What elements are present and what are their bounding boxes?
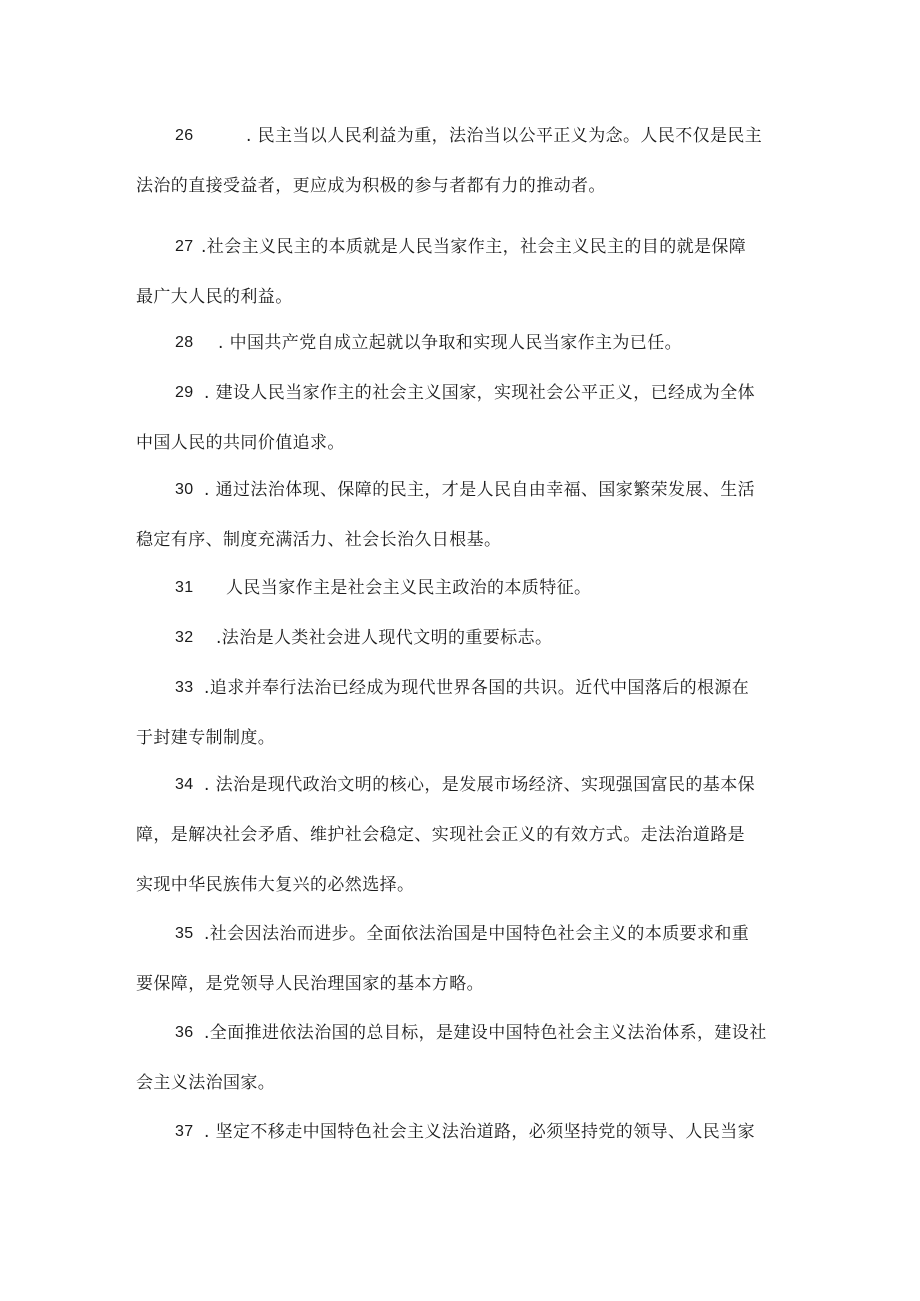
list-item — [136, 613, 791, 663]
item-text-line: 最广大人民的利益。 — [136, 287, 293, 307]
list-item — [136, 563, 791, 613]
item-number: 28 — [175, 334, 194, 351]
list-item — [136, 465, 791, 565]
item-text-line: . 建设人民当家作主的社会主义国家，实现社会公平正义，已经成为全体 — [204, 383, 756, 403]
item-text-line: . 民主当以人民利益为重，法治当以公平正义为念。人民不仅是民主 — [246, 126, 763, 146]
list-item — [136, 222, 791, 322]
item-text-line: 中国人民的共同价值追求。 — [136, 433, 345, 453]
item-number: 27 — [175, 238, 194, 255]
item-text-line: 法治的直接受益者，更应成为积极的参与者都有力的推动者。 — [136, 176, 606, 196]
list-item — [136, 663, 791, 763]
item-text-line: .全面推进依法治国的总目标，是建设中国特色社会主义法治体系，建设社 — [204, 1023, 767, 1043]
item-number: 32 — [175, 629, 194, 646]
item-number: 33 — [175, 679, 194, 696]
item-text-line: . 中国共产党自成立起就以争取和实现人民当家作主为已任。 — [218, 333, 683, 353]
item-text-line: .追求并奉行法治已经成为现代世界各国的共识。近代中国落后的根源在 — [204, 678, 750, 698]
item-text-line: 稳定有序、制度充满活力、社会长治久日根基。 — [136, 530, 502, 550]
item-text-line: 要保障，是党领导人民治理国家的基本方略。 — [136, 974, 484, 994]
item-text-line: 会主义法治国家。 — [136, 1073, 276, 1093]
item-text-line: 障，是解决社会矛盾、维护社会稳定、实现社会正义的有效方式。走法治道路是 — [136, 825, 745, 845]
item-number: 31 — [175, 579, 194, 596]
list-item — [136, 1107, 791, 1157]
item-text-line: 实现中华民族伟大复兴的必然选择。 — [136, 875, 415, 895]
item-text-line: 于封建专制制度。 — [136, 728, 276, 748]
item-number: 34 — [175, 776, 194, 793]
item-text-line: . 法治是现代政治文明的核心，是发展市场经济、实现强国富民的基本保 — [204, 775, 756, 795]
list-item — [136, 368, 791, 468]
item-number: 36 — [175, 1024, 194, 1041]
item-number: 26 — [175, 127, 194, 144]
item-number: 29 — [175, 384, 194, 401]
item-number: 37 — [175, 1123, 194, 1140]
item-text-line: .社会因法治而进步。全面依法治国是中国特色社会主义的本质要求和重 — [204, 924, 750, 944]
item-text-line: 人民当家作主是社会主义民主政治的本质特征。 — [226, 578, 592, 598]
list-item — [136, 1008, 791, 1108]
list-item — [136, 111, 791, 211]
list-item — [136, 318, 791, 368]
item-number: 35 — [175, 925, 194, 942]
item-text-line: . 通过法治体现、保障的民主，才是人民自由幸福、国家繁荣发展、生活 — [204, 480, 756, 500]
list-item — [136, 760, 791, 910]
item-text-line: .社会主义民主的本质就是人民当家作主，社会主义民主的目的就是保障 — [201, 237, 747, 257]
item-text-line: .法治是人类社会进人现代文明的重要标志。 — [216, 628, 553, 648]
item-text-line: . 坚定不移走中国特色社会主义法治道路，必须坚持党的领导、人民当家 — [204, 1122, 756, 1142]
list-item — [136, 909, 791, 1009]
item-number: 30 — [175, 481, 194, 498]
